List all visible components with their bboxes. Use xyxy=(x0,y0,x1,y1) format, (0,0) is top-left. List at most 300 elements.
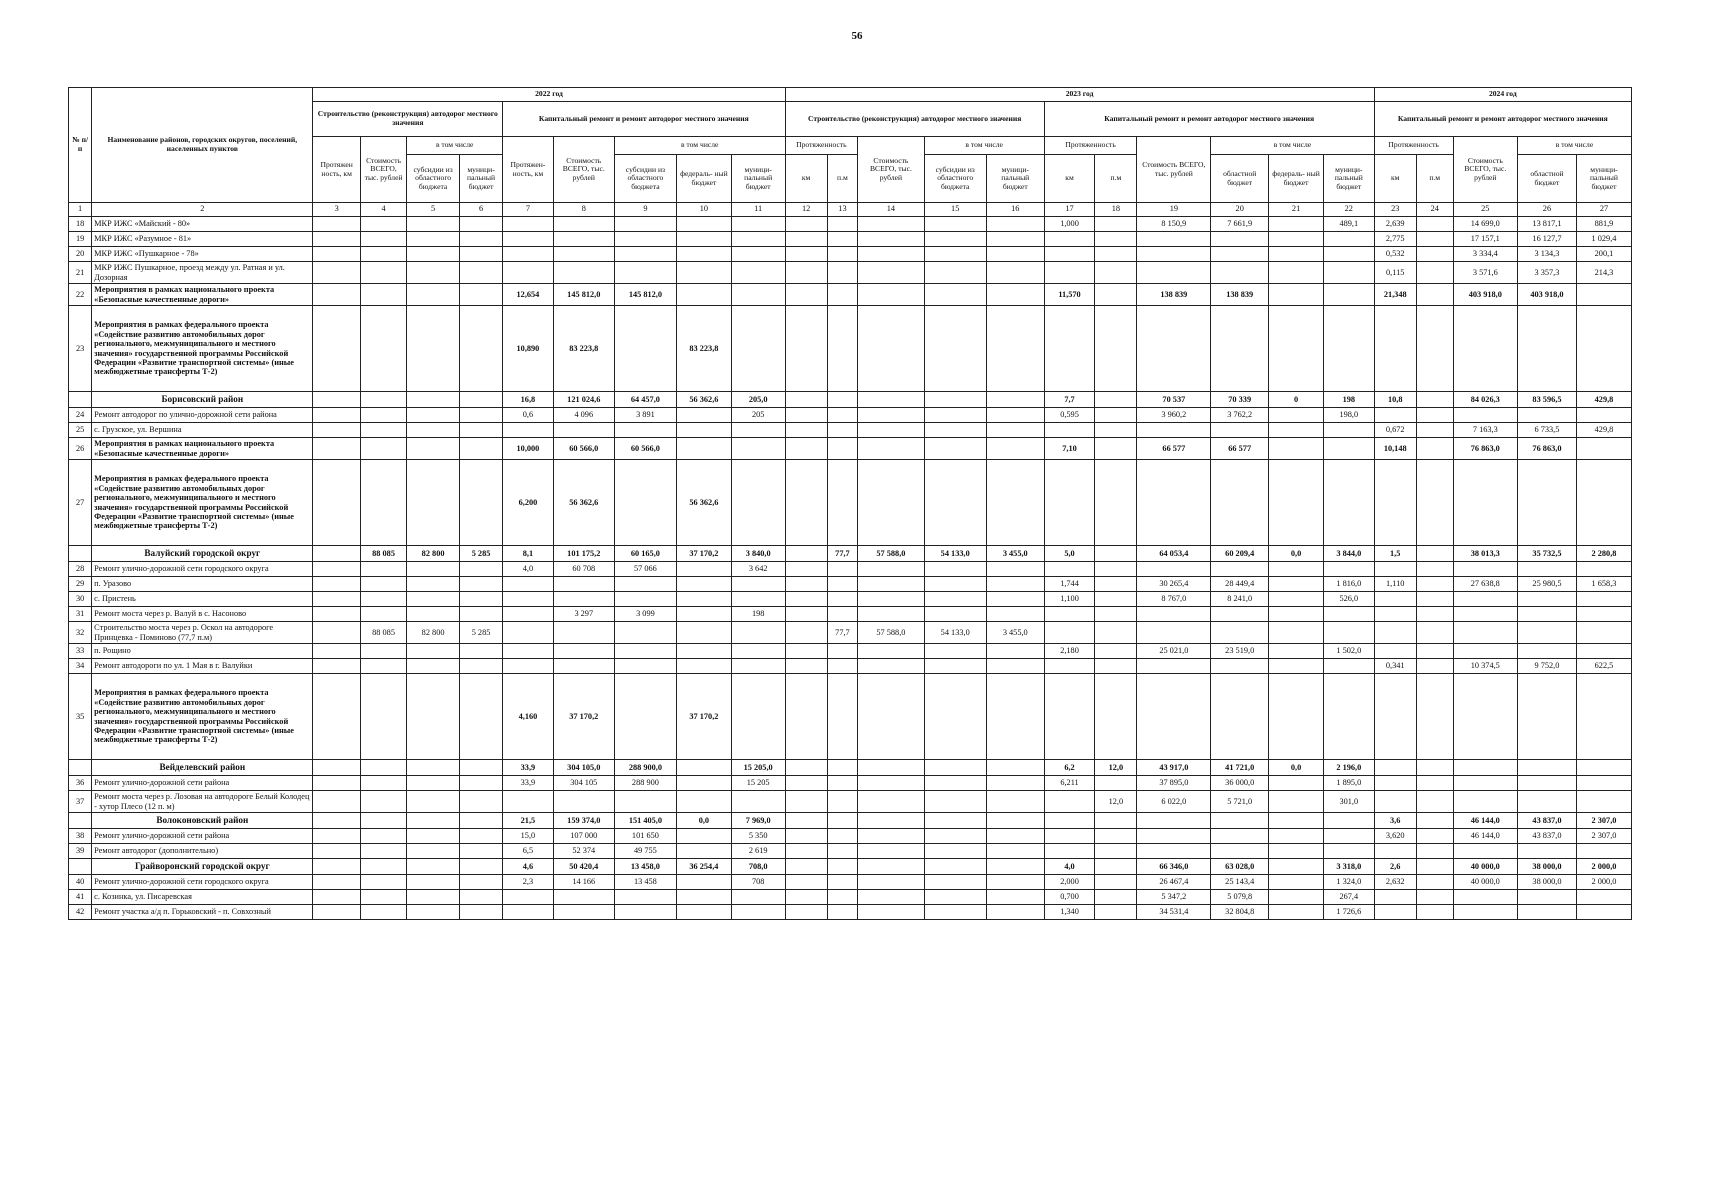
value-cell xyxy=(614,674,676,760)
value-cell xyxy=(785,460,827,546)
value-cell xyxy=(924,592,986,607)
value-cell xyxy=(1453,460,1517,546)
value-cell: 41 721,0 xyxy=(1211,760,1269,776)
value-cell xyxy=(407,232,460,247)
value-cell: 84 026,3 xyxy=(1453,392,1517,408)
value-cell xyxy=(827,890,858,905)
value-cell: 46 144,0 xyxy=(1453,829,1517,844)
value-cell xyxy=(858,592,924,607)
value-cell xyxy=(313,306,360,392)
row-number: 33 xyxy=(69,644,92,659)
value-cell xyxy=(785,776,827,791)
value-cell: 38 000,0 xyxy=(1517,859,1576,875)
row-number: 20 xyxy=(69,247,92,262)
value-cell xyxy=(1576,776,1631,791)
value-cell xyxy=(924,562,986,577)
value-cell xyxy=(924,408,986,423)
value-cell: 33,9 xyxy=(503,776,554,791)
value-cell: 2,6 xyxy=(1374,859,1416,875)
value-cell xyxy=(924,829,986,844)
table-row xyxy=(69,607,1632,622)
value-cell: 526,0 xyxy=(1323,592,1374,607)
value-cell xyxy=(1044,829,1095,844)
value-cell xyxy=(858,262,924,284)
value-cell xyxy=(360,247,406,262)
value-cell xyxy=(407,859,460,875)
value-cell xyxy=(1269,247,1324,262)
value-cell xyxy=(1323,438,1374,460)
value-cell: 138 839 xyxy=(1137,284,1211,306)
value-cell xyxy=(677,217,732,232)
value-cell xyxy=(1269,562,1324,577)
value-cell xyxy=(858,875,924,890)
value-cell: 2 619 xyxy=(731,844,785,859)
page-number: 56 xyxy=(851,30,863,42)
header-length: Протяженность xyxy=(1044,137,1137,155)
row-number xyxy=(69,760,92,776)
value-cell: 3 297 xyxy=(553,607,614,622)
value-cell xyxy=(858,306,924,392)
value-cell xyxy=(1453,905,1517,920)
value-cell xyxy=(407,460,460,546)
value-cell xyxy=(1211,247,1269,262)
column-index-cell: 11 xyxy=(731,203,785,217)
value-cell xyxy=(1044,659,1095,674)
value-cell xyxy=(1269,577,1324,592)
value-cell xyxy=(1137,423,1211,438)
value-cell: 25 021,0 xyxy=(1137,644,1211,659)
value-cell xyxy=(313,844,360,859)
value-cell xyxy=(677,607,732,622)
value-cell xyxy=(1269,659,1324,674)
value-cell xyxy=(731,262,785,284)
value-cell: 10 374,5 xyxy=(1453,659,1517,674)
value-cell xyxy=(1269,408,1324,423)
value-cell xyxy=(785,262,827,284)
value-cell xyxy=(1416,232,1453,247)
value-cell xyxy=(827,607,858,622)
value-cell: 66 577 xyxy=(1137,438,1211,460)
value-cell xyxy=(827,875,858,890)
value-cell xyxy=(459,875,502,890)
value-cell xyxy=(1095,546,1137,562)
value-cell xyxy=(553,791,614,813)
value-cell xyxy=(986,875,1044,890)
value-cell xyxy=(407,644,460,659)
value-cell: 4,6 xyxy=(503,859,554,875)
row-number: 27 xyxy=(69,460,92,546)
column-index-cell: 19 xyxy=(1137,203,1211,217)
value-cell xyxy=(986,217,1044,232)
value-cell xyxy=(459,760,502,776)
value-cell: 82 800 xyxy=(407,546,460,562)
value-cell xyxy=(785,813,827,829)
value-cell: 6,211 xyxy=(1044,776,1095,791)
item-name: Строительство моста через р. Оскол на автодороге Принцевка - Поминово (77,7 п.м) xyxy=(92,622,313,644)
header-year-2024: 2024 год xyxy=(1374,88,1631,102)
value-cell xyxy=(503,592,554,607)
table-row xyxy=(69,622,1632,644)
value-cell xyxy=(407,284,460,306)
value-cell xyxy=(924,776,986,791)
value-cell: 33,9 xyxy=(503,760,554,776)
value-cell xyxy=(1095,905,1137,920)
value-cell xyxy=(553,905,614,920)
value-cell xyxy=(731,659,785,674)
value-cell xyxy=(1211,562,1269,577)
column-index-cell: 4 xyxy=(360,203,406,217)
value-cell xyxy=(1517,890,1576,905)
value-cell xyxy=(1374,644,1416,659)
value-cell xyxy=(459,562,502,577)
value-cell xyxy=(1211,829,1269,844)
value-cell xyxy=(785,217,827,232)
value-cell xyxy=(313,622,360,644)
header-repair-2023: Капитальный ремонт и ремонт автодорог местного значения xyxy=(1044,102,1374,137)
value-cell xyxy=(407,306,460,392)
value-cell xyxy=(785,408,827,423)
value-cell: 4 096 xyxy=(553,408,614,423)
value-cell xyxy=(731,460,785,546)
value-cell: 40 000,0 xyxy=(1453,875,1517,890)
header-in-that-number: в том числе xyxy=(1517,137,1631,155)
value-cell: 1 726,6 xyxy=(1323,905,1374,920)
value-cell: 7,7 xyxy=(1044,392,1095,408)
header-in-that-number: в том числе xyxy=(407,137,503,155)
value-cell: 159 374,0 xyxy=(553,813,614,829)
value-cell xyxy=(1323,284,1374,306)
value-cell xyxy=(614,247,676,262)
value-cell: 17 157,1 xyxy=(1453,232,1517,247)
value-cell: 304 105 xyxy=(553,776,614,791)
value-cell xyxy=(858,460,924,546)
value-cell: 83 596,5 xyxy=(1517,392,1576,408)
value-cell xyxy=(313,859,360,875)
table-row xyxy=(69,232,1632,247)
value-cell xyxy=(1095,392,1137,408)
item-name: Ремонт моста через р. Лозовая на автодороге Белый Колодец - хутор Плесо (12 п. м) xyxy=(92,791,313,813)
value-cell xyxy=(1576,844,1631,859)
row-number xyxy=(69,392,92,408)
value-cell: 13 458 xyxy=(614,875,676,890)
value-cell xyxy=(1374,562,1416,577)
value-cell xyxy=(785,760,827,776)
value-cell xyxy=(1044,813,1095,829)
value-cell xyxy=(1416,760,1453,776)
value-cell xyxy=(677,844,732,859)
value-cell xyxy=(858,844,924,859)
value-cell xyxy=(924,905,986,920)
value-cell xyxy=(313,607,360,622)
value-cell xyxy=(1416,592,1453,607)
value-cell xyxy=(614,232,676,247)
value-cell xyxy=(1323,659,1374,674)
value-cell: 2,775 xyxy=(1374,232,1416,247)
value-cell xyxy=(313,791,360,813)
value-cell xyxy=(1323,262,1374,284)
value-cell xyxy=(677,622,732,644)
value-cell: 11,570 xyxy=(1044,284,1095,306)
value-cell xyxy=(407,592,460,607)
value-cell: 429,8 xyxy=(1576,392,1631,408)
value-cell xyxy=(677,577,732,592)
value-cell: 63 028,0 xyxy=(1211,859,1269,875)
column-index-cell: 9 xyxy=(614,203,676,217)
table-row xyxy=(69,284,1632,306)
value-cell xyxy=(1374,460,1416,546)
value-cell xyxy=(1269,644,1324,659)
value-cell xyxy=(1211,813,1269,829)
value-cell xyxy=(986,760,1044,776)
value-cell xyxy=(1416,306,1453,392)
column-index-cell: 25 xyxy=(1453,203,1517,217)
row-number: 28 xyxy=(69,562,92,577)
value-cell: 0,0 xyxy=(1269,760,1324,776)
value-cell: 2 307,0 xyxy=(1576,829,1631,844)
value-cell xyxy=(677,659,732,674)
value-cell xyxy=(503,644,554,659)
item-name: Мероприятия в рамках федерального проекта «Содействие развитию автомобильных дорог регионального, межмуниципального и местного значения» государственной программы Российской Федерации «Развитие транспортной системы» (иные межбюджетные трансферты Т-2) xyxy=(92,674,313,760)
value-cell: 15 205 xyxy=(731,776,785,791)
value-cell: 0,532 xyxy=(1374,247,1416,262)
value-cell xyxy=(459,592,502,607)
value-cell xyxy=(1269,875,1324,890)
value-cell xyxy=(503,890,554,905)
value-cell: 5 347,2 xyxy=(1137,890,1211,905)
row-number xyxy=(69,813,92,829)
value-cell xyxy=(1374,674,1416,760)
value-cell: 2 280,8 xyxy=(1576,546,1631,562)
table-row xyxy=(69,776,1632,791)
value-cell xyxy=(785,562,827,577)
value-cell: 3 891 xyxy=(614,408,676,423)
value-cell xyxy=(677,791,732,813)
value-cell xyxy=(1137,659,1211,674)
value-cell xyxy=(313,423,360,438)
value-cell xyxy=(1517,644,1576,659)
value-cell xyxy=(1517,760,1576,776)
value-cell: 3 318,0 xyxy=(1323,859,1374,875)
value-cell xyxy=(1095,562,1137,577)
value-cell xyxy=(503,791,554,813)
value-cell xyxy=(313,644,360,659)
header-construction-2023: Строительство (реконструкция) автодорог местного значения xyxy=(785,102,1044,137)
value-cell: 12,654 xyxy=(503,284,554,306)
value-cell xyxy=(1044,423,1095,438)
value-cell xyxy=(785,423,827,438)
value-cell xyxy=(503,607,554,622)
value-cell xyxy=(1269,813,1324,829)
value-cell: 2,3 xyxy=(503,875,554,890)
value-cell xyxy=(858,562,924,577)
value-cell xyxy=(827,392,858,408)
column-index-cell: 16 xyxy=(986,203,1044,217)
value-cell xyxy=(731,644,785,659)
value-cell xyxy=(360,659,406,674)
value-cell xyxy=(1211,659,1269,674)
value-cell xyxy=(313,247,360,262)
value-cell xyxy=(731,306,785,392)
value-cell xyxy=(360,562,406,577)
value-cell xyxy=(1095,674,1137,760)
value-cell xyxy=(1095,232,1137,247)
value-cell: 8 767,0 xyxy=(1137,592,1211,607)
header-construction-2022: Строительство (реконструкция) автодорог местного значения xyxy=(313,102,503,137)
value-cell xyxy=(1416,562,1453,577)
row-number: 42 xyxy=(69,905,92,920)
value-cell: 489,1 xyxy=(1323,217,1374,232)
value-cell xyxy=(360,306,406,392)
value-cell xyxy=(1416,262,1453,284)
value-cell xyxy=(1137,562,1211,577)
value-cell xyxy=(924,659,986,674)
value-cell xyxy=(986,644,1044,659)
value-cell xyxy=(1416,859,1453,875)
value-cell xyxy=(360,674,406,760)
value-cell xyxy=(1416,546,1453,562)
value-cell: 46 144,0 xyxy=(1453,813,1517,829)
value-cell: 7 969,0 xyxy=(731,813,785,829)
value-cell xyxy=(503,262,554,284)
table-row xyxy=(69,875,1632,890)
value-cell: 14 166 xyxy=(553,875,614,890)
value-cell xyxy=(924,791,986,813)
value-cell: 8,1 xyxy=(503,546,554,562)
value-cell xyxy=(313,674,360,760)
value-cell xyxy=(553,262,614,284)
value-cell: 25 143,4 xyxy=(1211,875,1269,890)
value-cell: 3 455,0 xyxy=(986,546,1044,562)
value-cell xyxy=(459,438,502,460)
header-in-that-number: в том числе xyxy=(1211,137,1374,155)
value-cell xyxy=(1095,423,1137,438)
value-cell xyxy=(1416,875,1453,890)
value-cell xyxy=(1416,813,1453,829)
value-cell: 3 357,3 xyxy=(1517,262,1576,284)
value-cell xyxy=(1453,890,1517,905)
value-cell xyxy=(360,844,406,859)
value-cell: 101 650 xyxy=(614,829,676,844)
value-cell xyxy=(407,760,460,776)
column-index-cell: 1 xyxy=(69,203,92,217)
value-cell xyxy=(1137,232,1211,247)
value-cell xyxy=(924,247,986,262)
value-cell xyxy=(459,905,502,920)
value-cell: 40 000,0 xyxy=(1453,859,1517,875)
value-cell xyxy=(1323,562,1374,577)
value-cell xyxy=(1416,829,1453,844)
value-cell xyxy=(785,392,827,408)
header-subsidy: субсидии из областного бюджета xyxy=(614,155,676,203)
value-cell xyxy=(360,232,406,247)
value-cell: 77,7 xyxy=(827,622,858,644)
value-cell: 38 000,0 xyxy=(1517,875,1576,890)
value-cell: 7,10 xyxy=(1044,438,1095,460)
value-cell xyxy=(785,592,827,607)
value-cell: 6,200 xyxy=(503,460,554,546)
value-cell xyxy=(459,247,502,262)
value-cell xyxy=(1137,607,1211,622)
value-cell xyxy=(360,262,406,284)
value-cell xyxy=(1269,306,1324,392)
value-cell xyxy=(677,760,732,776)
value-cell xyxy=(1044,622,1095,644)
value-cell xyxy=(731,791,785,813)
column-index-cell: 14 xyxy=(858,203,924,217)
header-federal: федераль- ный бюджет xyxy=(677,155,732,203)
value-cell: 21,5 xyxy=(503,813,554,829)
value-cell xyxy=(731,232,785,247)
value-cell xyxy=(553,232,614,247)
value-cell xyxy=(827,460,858,546)
value-cell xyxy=(360,408,406,423)
table-row xyxy=(69,247,1632,262)
column-index-cell: 18 xyxy=(1095,203,1137,217)
value-cell xyxy=(986,392,1044,408)
value-cell xyxy=(360,644,406,659)
header-length: Протяженность xyxy=(1374,137,1453,155)
value-cell xyxy=(1576,674,1631,760)
value-cell xyxy=(1517,408,1576,423)
table-row xyxy=(69,460,1632,546)
value-cell xyxy=(360,776,406,791)
value-cell xyxy=(1416,607,1453,622)
value-cell xyxy=(407,408,460,423)
value-cell xyxy=(1374,890,1416,905)
value-cell xyxy=(1095,592,1137,607)
item-name: с. Пристень xyxy=(92,592,313,607)
value-cell xyxy=(785,438,827,460)
value-cell xyxy=(407,829,460,844)
value-cell xyxy=(614,460,676,546)
row-number: 23 xyxy=(69,306,92,392)
value-cell xyxy=(677,284,732,306)
value-cell xyxy=(827,438,858,460)
value-cell: 26 467,4 xyxy=(1137,875,1211,890)
value-cell xyxy=(924,460,986,546)
value-cell: 5 350 xyxy=(731,829,785,844)
value-cell xyxy=(858,829,924,844)
value-cell xyxy=(459,607,502,622)
value-cell xyxy=(459,460,502,546)
table-row xyxy=(69,217,1632,232)
value-cell xyxy=(1044,791,1095,813)
value-cell xyxy=(986,408,1044,423)
value-cell: 8 241,0 xyxy=(1211,592,1269,607)
program-table-container xyxy=(68,87,1632,920)
value-cell xyxy=(986,423,1044,438)
value-cell: 54 133,0 xyxy=(924,622,986,644)
value-cell xyxy=(677,438,732,460)
column-index-cell: 6 xyxy=(459,203,502,217)
value-cell xyxy=(553,423,614,438)
value-cell xyxy=(677,262,732,284)
value-cell xyxy=(785,607,827,622)
value-cell xyxy=(731,438,785,460)
value-cell xyxy=(924,423,986,438)
value-cell xyxy=(313,813,360,829)
value-cell xyxy=(858,659,924,674)
table-row xyxy=(69,905,1632,920)
value-cell xyxy=(360,905,406,920)
value-cell xyxy=(360,460,406,546)
value-cell xyxy=(1211,232,1269,247)
value-cell xyxy=(1517,776,1576,791)
value-cell xyxy=(827,776,858,791)
value-cell xyxy=(459,217,502,232)
value-cell xyxy=(986,659,1044,674)
value-cell: 49 755 xyxy=(614,844,676,859)
